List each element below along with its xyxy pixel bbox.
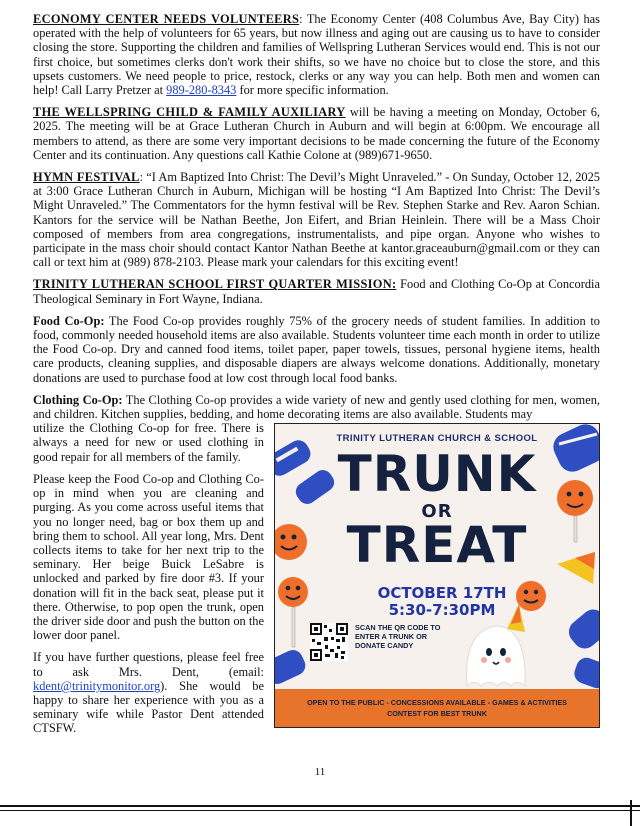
food-section	[33, 314, 600, 385]
hymn-section	[33, 170, 600, 269]
mission-body: Food and Clothing Co-Op at Concordia Theological Seminary in Fort Wayne, Indiana.	[33, 277, 600, 306]
hymn-body: : “I Am Baptized Into Christ: The Devil’s Might Unraveled.” - On Sunday, October 12, 2025 at 3:00 Grace Lutheran Church in Auburn, Michigan will be hosting “I Am Baptized Into Christ: The Devil’s Might Unraveled.” The Commentators for the hymn festival will be Rev. Stephen Starke and Rev. Aaron Schian. Kantors for the service will be Nathan Beethe, Jon Eifert, and Brian Heinlein. There will be a Mass Choir composed of members from area congregations, instrumentalists, and pipe organ. Anyone who wishes to participate in the mass choir should contact Kantor Nathan Beethe at kantor.graceauburn@gmail.com or they can call or text him at (989) 878-2103. Please mark your calendars for this exciting event!	[33, 170, 600, 270]
right-border-rule	[630, 800, 632, 826]
flyer-footer-line2: CONTEST FOR BEST TRUNK	[387, 709, 487, 719]
clothing-and-flyer	[33, 393, 600, 736]
flyer-scan-text: SCAN THE QR CODE TO ENTER A TRUNK OR DONATE CANDY	[355, 623, 441, 651]
trunk-or-treat-flyer	[274, 423, 600, 728]
bottom-rule-thin	[0, 810, 640, 811]
clothing-body-part2: utilize the Clothing Co-op for free. There is always a need for new or used clothing in good repair for all members of the family.	[33, 421, 264, 464]
flyer-title-or: OR	[421, 501, 453, 523]
flyer-footer-line1: OPEN TO THE PUBLIC - CONCESSIONS AVAILABLE - GAMES & ACTIVITIES	[307, 698, 567, 708]
questions-body-b: ). She would be happy to share her experience with you as a seminary wife while Pastor Dent attended CTSFW.	[33, 678, 264, 736]
auxiliary-section	[33, 105, 600, 162]
page-number: 11	[314, 766, 326, 778]
auxiliary-body: will be having a meeting on Monday, October 6, 2025. The meeting will be at Grace Lutheran Church in Auburn and will begin at 6:00pm. We encourage all members to attend, as there are some very important decisions to be made concerning the future of the Economy Center and its continuation. Any questions call Kathie Colone at (989)671-9650.	[33, 105, 600, 162]
keep-body: Please keep the Food Co-op and Clothing Co-op in mind when you are cleaning and purging. As you come across useful items that you no longer need, bag or box them up and bring them to school. All year long, Mrs. Dent collects items to take for her next trip to the seminary. Her beige Buick LeSabre is unlocked and parked by fire door #3. If your donation will fit in the back seat, please put it there. Otherwise, to pop open the trunk, open the driver side door and push the button on the lower door panel.	[33, 471, 264, 643]
email-link[interactable]: kdent@trinitymonitor.org	[33, 678, 161, 693]
clothing-body-part1: The Clothing Co-op provides a wide variety of new and gently used clothing for men, women, and children. Kitchen supplies, bedding, and home decorating items are also available. Students may	[33, 392, 600, 422]
economy-section	[33, 12, 600, 97]
flyer-footer	[275, 689, 599, 727]
flyer-date: OCTOBER 17TH	[377, 584, 507, 603]
food-heading: Food Co-Op:	[33, 313, 105, 328]
questions-body-a: If you have further questions, please feel free to ask Mrs. Dent, (email:	[33, 650, 264, 679]
pumpkin-right-low-icon	[516, 581, 546, 611]
economy-heading: ECONOMY CENTER NEEDS VOLUNTEERS	[33, 12, 300, 26]
economy-phone-link[interactable]: 989-280-8343	[166, 83, 237, 98]
food-body: The Food Co-op provides roughly 75% of the grocery needs of student families. In addition to food, commonly needed household items are also available. Students volunteer time each month in order to utilize the Food Co-op. Dry and canned food items, toilet paper, paper towels, tissues, personal hygiene items, health care products, cleaning supplies, and disposable diapers are always welcome donations. Additionally, monetary donations are used to purchase food at low cost through local food banks.	[33, 313, 601, 385]
flyer-title-trunk: TRUNK	[337, 445, 537, 504]
clothing-heading: Clothing Co-Op:	[33, 392, 123, 407]
mission-heading: TRINITY LUTHERAN SCHOOL FIRST QUARTER MISSION:	[33, 277, 397, 292]
flyer-time: 5:30-7:30PM	[388, 601, 496, 620]
qr-code-icon	[310, 623, 348, 661]
clothing-section	[33, 393, 600, 421]
flyer-title-treat: TREAT	[346, 516, 528, 575]
economy-body-b: for more specific information.	[236, 83, 389, 98]
flyer-date-block	[367, 585, 517, 619]
hymn-heading: HYMN FESTIVAL	[33, 170, 140, 185]
bottom-rule	[0, 805, 640, 807]
flyer-org-name: TRINITY LUTHERAN CHURCH & SCHOOL	[336, 433, 538, 445]
newsletter-page	[33, 12, 600, 744]
economy-body-a: : The Economy Center (408 Columbus Ave, Bay City) has operated with the help of volunteers for 65 years, but now illness and aging out are causing us to have to consider closing the store. Supporting the children and families of Wellspring Lutheran Services would end. This is not our first choice, but sometimes clerks don't work their shifts, so we have no choice but to close the store, and this upsets customers. We need people to price, restock, clerks or any way you can help. Both men and women can help! Call Larry Pretzer at	[33, 12, 600, 98]
auxiliary-heading: THE WELLSPRING CHILD & FAMILY AUXILIARY	[33, 105, 346, 120]
mission-section	[33, 277, 600, 305]
